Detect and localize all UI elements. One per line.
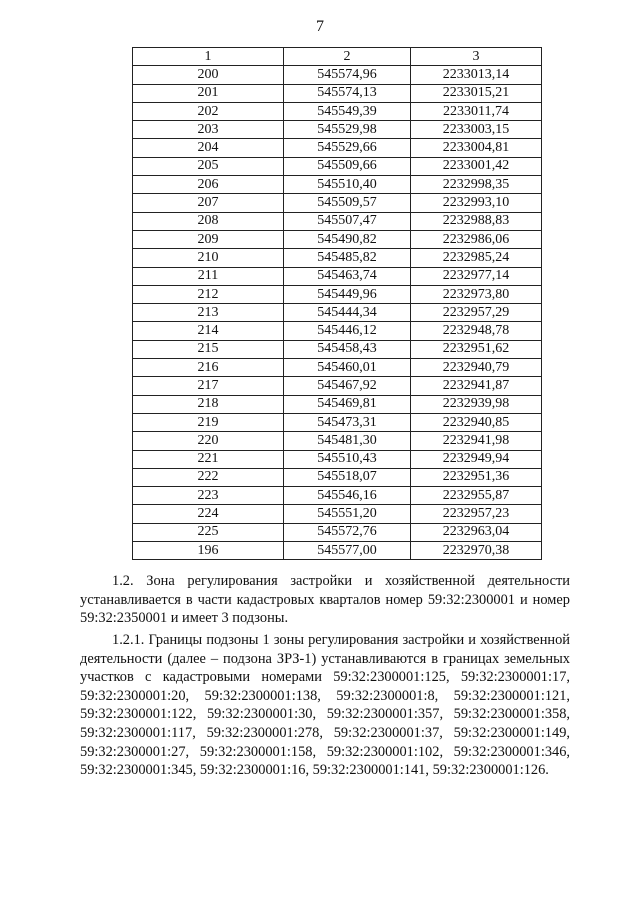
cell-y-coordinate: 2232940,85: [411, 413, 542, 431]
table-row: [133, 395, 542, 413]
table-row: [133, 542, 542, 560]
coordinates-table: [132, 47, 542, 560]
cell-x-coordinate: 545574,96: [284, 66, 411, 84]
table-row: [133, 249, 542, 267]
cell-point-number: 196: [133, 542, 284, 560]
table-row: [133, 304, 542, 322]
cell-y-coordinate: 2233015,21: [411, 84, 542, 102]
cell-point-number: 205: [133, 157, 284, 175]
cell-x-coordinate: 545490,82: [284, 230, 411, 248]
cell-y-coordinate: 2232977,14: [411, 267, 542, 285]
table-row: [133, 487, 542, 505]
cell-point-number: 203: [133, 121, 284, 139]
cell-y-coordinate: 2232963,04: [411, 523, 542, 541]
table-row: [133, 212, 542, 230]
cell-y-coordinate: 2233013,14: [411, 66, 542, 84]
cell-x-coordinate: 545449,96: [284, 285, 411, 303]
cell-y-coordinate: 2232957,23: [411, 505, 542, 523]
cell-point-number: 215: [133, 340, 284, 358]
cell-x-coordinate: 545444,34: [284, 304, 411, 322]
paragraph-1-2: 1.2. Зона регулирования застройки и хозяйственной деятельности устанавливается в части кадастровых кварталов номер 59:32:2300001 и номер 59:32:2350001 и имеет 3 подзоны.: [80, 573, 570, 627]
table-row: [133, 84, 542, 102]
cell-y-coordinate: 2232993,10: [411, 194, 542, 212]
cell-x-coordinate: 545485,82: [284, 249, 411, 267]
cell-point-number: 202: [133, 102, 284, 120]
cell-x-coordinate: 545577,00: [284, 542, 411, 560]
cell-point-number: 201: [133, 84, 284, 102]
cell-y-coordinate: 2232998,35: [411, 176, 542, 194]
cell-point-number: 222: [133, 468, 284, 486]
cell-x-coordinate: 545518,07: [284, 468, 411, 486]
table-row: [133, 359, 542, 377]
cell-y-coordinate: 2232957,29: [411, 304, 542, 322]
paragraph-1-2-1: 1.2.1. Границы подзоны 1 зоны регулирования застройки и хозяйственной деятельности (далее – подзона ЗРЗ-1) устанавливаются в границах земельных участков с кадастровыми номерами 59:32:2300001:125, 59:32:2300001:17, 59:32:2300001:20, 59:32:2300001:138, 59:32:2300001:8, 59:32:2300001:121, 59:32:2300001:122, 59:32:2300001:30, 59:32:2300001:357, 59:32:2300001:358, 59:32:2300001:117, 59:32:2300001:278, 59:32:2300001:37, 59:32:2300001:149, 59:32:2300001:27, 59:32:2300001:158, 59:32:2300001:102, 59:32:2300001:346, 59:32:2300001:345, 59:32:2300001:16, 59:32:2300001:141, 59:32:2300001:126.: [80, 632, 570, 779]
cell-y-coordinate: 2232973,80: [411, 285, 542, 303]
cell-point-number: 200: [133, 66, 284, 84]
table-row: [133, 340, 542, 358]
cell-x-coordinate: 545509,57: [284, 194, 411, 212]
cell-x-coordinate: 545551,20: [284, 505, 411, 523]
table-row: [133, 450, 542, 468]
cell-x-coordinate: 545549,39: [284, 102, 411, 120]
table-row: [133, 322, 542, 340]
cell-point-number: 225: [133, 523, 284, 541]
table-row: [133, 432, 542, 450]
cell-y-coordinate: 2232988,83: [411, 212, 542, 230]
cell-point-number: 218: [133, 395, 284, 413]
cell-y-coordinate: 2232951,62: [411, 340, 542, 358]
cell-y-coordinate: 2232970,38: [411, 542, 542, 560]
table-row: [133, 176, 542, 194]
table-row: [133, 377, 542, 395]
cell-x-coordinate: 545458,43: [284, 340, 411, 358]
cell-y-coordinate: 2232941,87: [411, 377, 542, 395]
cell-x-coordinate: 545446,12: [284, 322, 411, 340]
cell-point-number: 213: [133, 304, 284, 322]
cell-x-coordinate: 545473,31: [284, 413, 411, 431]
table-row: [133, 157, 542, 175]
cell-point-number: 204: [133, 139, 284, 157]
cell-x-coordinate: 545463,74: [284, 267, 411, 285]
cell-y-coordinate: 2232940,79: [411, 359, 542, 377]
cell-x-coordinate: 545481,30: [284, 432, 411, 450]
cell-y-coordinate: 2233001,42: [411, 157, 542, 175]
table-header-row: [133, 48, 542, 66]
cell-point-number: 223: [133, 487, 284, 505]
cell-y-coordinate: 2233003,15: [411, 121, 542, 139]
cell-point-number: 211: [133, 267, 284, 285]
cell-x-coordinate: 545460,01: [284, 359, 411, 377]
cell-y-coordinate: 2233011,74: [411, 102, 542, 120]
table-row: [133, 194, 542, 212]
cell-point-number: 224: [133, 505, 284, 523]
cell-point-number: 219: [133, 413, 284, 431]
table-row: [133, 413, 542, 431]
table-row: [133, 139, 542, 157]
cell-x-coordinate: 545529,66: [284, 139, 411, 157]
cell-point-number: 214: [133, 322, 284, 340]
cell-y-coordinate: 2232985,24: [411, 249, 542, 267]
cell-y-coordinate: 2232948,78: [411, 322, 542, 340]
table-row: [133, 121, 542, 139]
cell-x-coordinate: 545469,81: [284, 395, 411, 413]
cell-x-coordinate: 545509,66: [284, 157, 411, 175]
cell-x-coordinate: 545467,92: [284, 377, 411, 395]
cell-x-coordinate: 545546,16: [284, 487, 411, 505]
cell-y-coordinate: 2232986,06: [411, 230, 542, 248]
cell-y-coordinate: 2232941,98: [411, 432, 542, 450]
cell-x-coordinate: 545507,47: [284, 212, 411, 230]
cell-x-coordinate: 545510,43: [284, 450, 411, 468]
header-y-coordinate: 3: [411, 48, 542, 66]
cell-point-number: 209: [133, 230, 284, 248]
header-x-coordinate: 2: [284, 48, 411, 66]
cell-y-coordinate: 2233004,81: [411, 139, 542, 157]
table-row: [133, 285, 542, 303]
table-row: [133, 523, 542, 541]
cell-x-coordinate: 545529,98: [284, 121, 411, 139]
cell-point-number: 217: [133, 377, 284, 395]
table-row: [133, 468, 542, 486]
cell-x-coordinate: 545572,76: [284, 523, 411, 541]
cell-point-number: 212: [133, 285, 284, 303]
cell-point-number: 208: [133, 212, 284, 230]
page-number: 7: [316, 18, 324, 35]
table-body: [133, 66, 542, 560]
cell-point-number: 221: [133, 450, 284, 468]
table-row: [133, 230, 542, 248]
table-row: [133, 66, 542, 84]
table-row: [133, 267, 542, 285]
cell-x-coordinate: 545510,40: [284, 176, 411, 194]
cell-point-number: 220: [133, 432, 284, 450]
cell-point-number: 206: [133, 176, 284, 194]
header-point-number: 1: [133, 48, 284, 66]
cell-point-number: 216: [133, 359, 284, 377]
cell-y-coordinate: 2232939,98: [411, 395, 542, 413]
cell-y-coordinate: 2232951,36: [411, 468, 542, 486]
cell-y-coordinate: 2232949,94: [411, 450, 542, 468]
cell-x-coordinate: 545574,13: [284, 84, 411, 102]
cell-point-number: 210: [133, 249, 284, 267]
cell-y-coordinate: 2232955,87: [411, 487, 542, 505]
cell-point-number: 207: [133, 194, 284, 212]
table-row: [133, 505, 542, 523]
table-row: [133, 102, 542, 120]
